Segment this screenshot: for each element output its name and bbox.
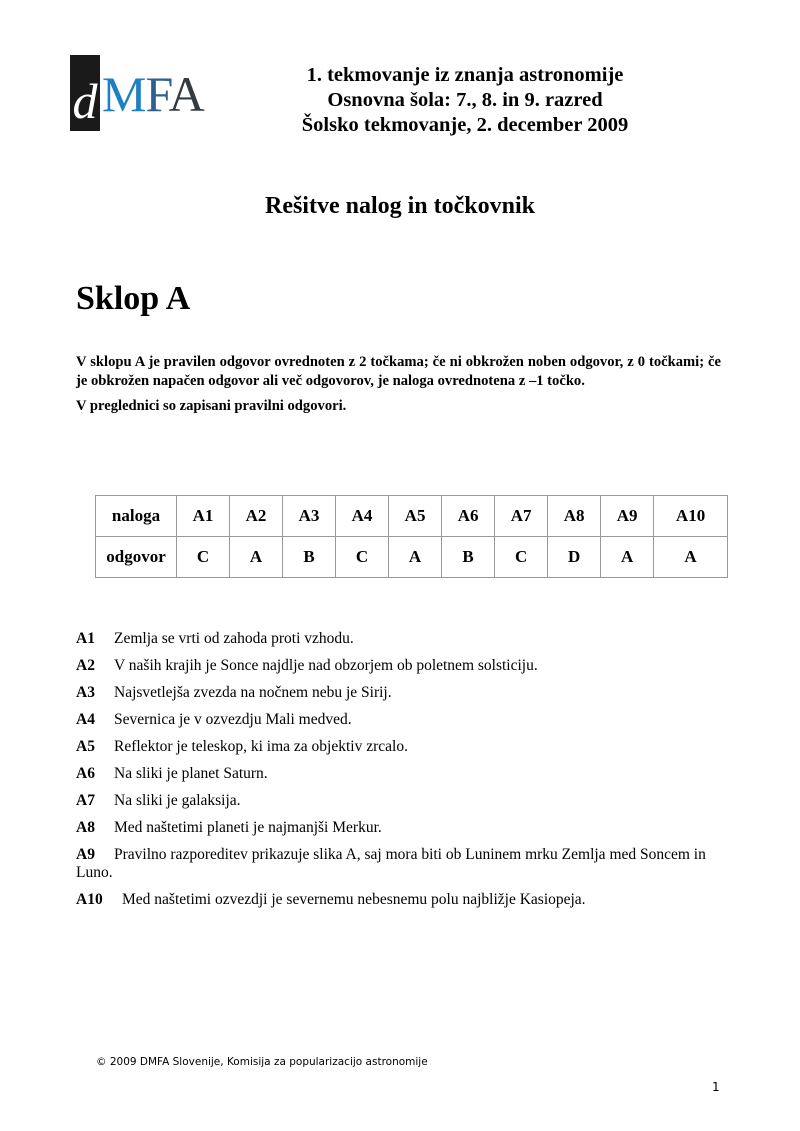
answer-cell: C <box>177 537 230 578</box>
task-cell: A3 <box>283 496 336 537</box>
answer-cell: D <box>548 537 601 578</box>
task-cell: A10 <box>654 496 728 537</box>
task-cell: A5 <box>389 496 442 537</box>
task-cell: A9 <box>601 496 654 537</box>
logo-d-block: d <box>70 55 100 131</box>
explanation-item: A1 Zemlja se vrti od zahoda proti vzhodu. <box>76 630 354 647</box>
header-line-2: Osnovna šola: 7., 8. in 9. razred <box>327 89 603 111</box>
explanation-item: A5 Reflektor je teleskop, ki ima za objektiv zrcalo. <box>76 738 408 755</box>
row-header-task: naloga <box>96 496 177 537</box>
answer-cell: B <box>283 537 336 578</box>
explanation-item: A4 Severnica je v ozvezdju Mali medved. <box>76 711 352 728</box>
answer-explanations <box>76 630 721 918</box>
task-cell: A1 <box>177 496 230 537</box>
explanation-item: A3 Najsvetlejša zvezda na nočnem nebu je Sirij. <box>76 684 392 701</box>
copyright-footer: © 2009 DMFA Slovenije, Komisija za popularizacijo astronomije <box>96 1056 428 1068</box>
answer-key-table <box>95 495 728 578</box>
answer-cell: A <box>601 537 654 578</box>
task-cell: A8 <box>548 496 601 537</box>
document-title: Rešitve nalog in točkovnik <box>264 193 536 219</box>
explanation-item: A6 Na sliki je planet Saturn. <box>76 765 268 782</box>
row-header-answer: odgovor <box>96 537 177 578</box>
table-note: V preglednici so zapisani pravilni odgovori. <box>76 398 347 414</box>
explanation-item: A10 Med naštetimi ozvezdji je severnemu nebesnemu polu najbližje Kasiopeja. <box>76 891 586 908</box>
answer-cell: B <box>442 537 495 578</box>
page-number: 1 <box>712 1080 720 1094</box>
answer-cell: A <box>654 537 728 578</box>
answer-cell: A <box>230 537 283 578</box>
explanation-item: A9 Pravilno razporeditev prikazuje slika A, saj mora biti ob Luninem mrku Zemlja med Soncem in Luno. <box>76 846 706 881</box>
table-row-tasks <box>96 496 728 537</box>
answer-cell: C <box>495 537 548 578</box>
logo-mfa-text: MFA <box>102 66 204 122</box>
task-cell: A2 <box>230 496 283 537</box>
competition-header <box>270 63 660 138</box>
dmfa-logo <box>70 55 204 131</box>
scoring-rules: V sklopu A je pravilen odgovor ovrednoten z 2 točkama; če ni obkrožen noben odgovor, z 0 točkami; če je obkrožen napačen odgovor ali več odgovorov, je naloga ovrednotena z –1 točko. <box>76 354 721 389</box>
explanation-item: A2 V naših krajih je Sonce najdlje nad obzorjem ob poletnem solsticiju. <box>76 657 538 674</box>
answer-cell: C <box>336 537 389 578</box>
task-cell: A4 <box>336 496 389 537</box>
task-cell: A6 <box>442 496 495 537</box>
header-line-1: 1. tekmovanje iz znanja astronomije <box>306 64 624 86</box>
header-line-3: Šolsko tekmovanje, 2. december 2009 <box>301 114 629 136</box>
explanation-item: A8 Med naštetimi planeti je najmanjši Merkur. <box>76 819 382 836</box>
scoring-instructions <box>76 353 721 423</box>
explanation-item: A7 Na sliki je galaksija. <box>76 792 241 809</box>
answer-cell: A <box>389 537 442 578</box>
section-title: Sklop A <box>76 280 191 317</box>
table-row-answers <box>96 537 728 578</box>
task-cell: A7 <box>495 496 548 537</box>
